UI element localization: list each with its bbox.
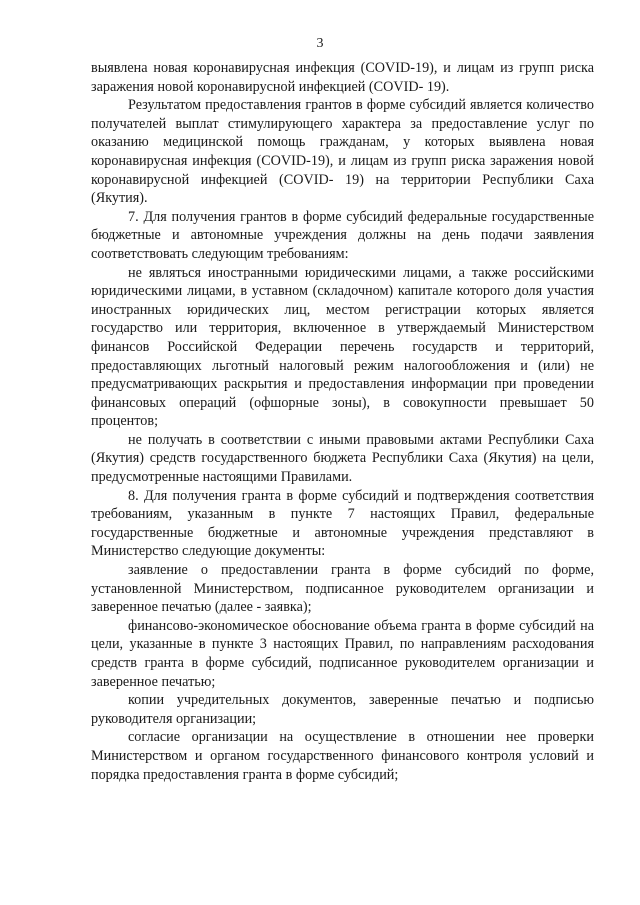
paragraph-document-financial-justification: финансово-экономическое обоснование объема гранта в форме субсидий на цели, указанные в пункте 3 настоящих Правил, по направлениям расходования средств гранта в форме субсидий, подписанное руководителем организации и заверенное печатью; — [91, 617, 594, 690]
paragraph-clause-7: 7. Для получения грантов в форме субсидий федеральные государственные бюджетные и автономные учреждения должны на день подачи заявления соответствовать следующим требованиям: — [91, 208, 594, 262]
paragraph-covid-continuation: выявлена новая коронавирусная инфекция (COVID-19), и лицам из групп риска заражения новой коронавирусной инфекцией (COVID- 19). — [91, 60, 594, 95]
paragraph-document-audit-consent: согласие организации на осуществление в отношении нее проверки Министерством и органом государственного финансового контроля условий и порядка предоставления гранта в форме субсидий; — [91, 729, 594, 783]
paragraph-requirement-no-other-funds: не получать в соответствии с иными правовыми актами Республики Саха (Якутия) средств государственного бюджета Республики Саха (Якутия) на цели, предусмотренные настоящими Правилами. — [91, 431, 594, 486]
paragraph-clause-8: 8. Для получения гранта в форме субсидий и подтверждения соответствия требованиям, указанным в пункте 7 настоящих Правил, федеральные государственные бюджетные и автономные учреждения представляют в Министерство следующие документы: — [91, 487, 594, 560]
page-number: 3 — [316, 36, 324, 51]
paragraph-requirement-foreign-entities: не являться иностранными юридическими лицами, а также российскими юридическими лицами, в уставном (складочном) капитале которого доля участия иностранных юридических лиц, местом регистрации которых является государство или территория, включенное в утверждаемый Министерством финансов Российской Федерации перечень государств и территорий, предоставляющих льготный налоговый режим налогообложения и (или) не предусматривающих раскрытия и предоставления информации при проведении финансовых операций (офшорные зоны), в совокупности превышает 50 процентов; — [91, 264, 594, 430]
paragraph-grant-result: Результатом предоставления грантов в форме субсидий является количество получателей выплат стимулирующего характера за предоставление услуг по оказанию медицинской помощь гражданам, у которых выявлена новая коронавирусная инфекция (COVID-19), и лицам из групп риска заражения новой коронавирусной инфекцией (COVID- 19) на территории Республики Саха (Якутия). — [91, 97, 594, 207]
paragraph-document-charter-copies: копии учредительных документов, заверенные печатью и подписью руководителя организации; — [91, 692, 594, 727]
document-body — [91, 59, 594, 784]
paragraph-document-application: заявление о предоставлении гранта в форме субсидий по форме, установленной Министерством, подписанное руководителем организации и заверенное печатью (далее - заявка); — [91, 562, 594, 616]
